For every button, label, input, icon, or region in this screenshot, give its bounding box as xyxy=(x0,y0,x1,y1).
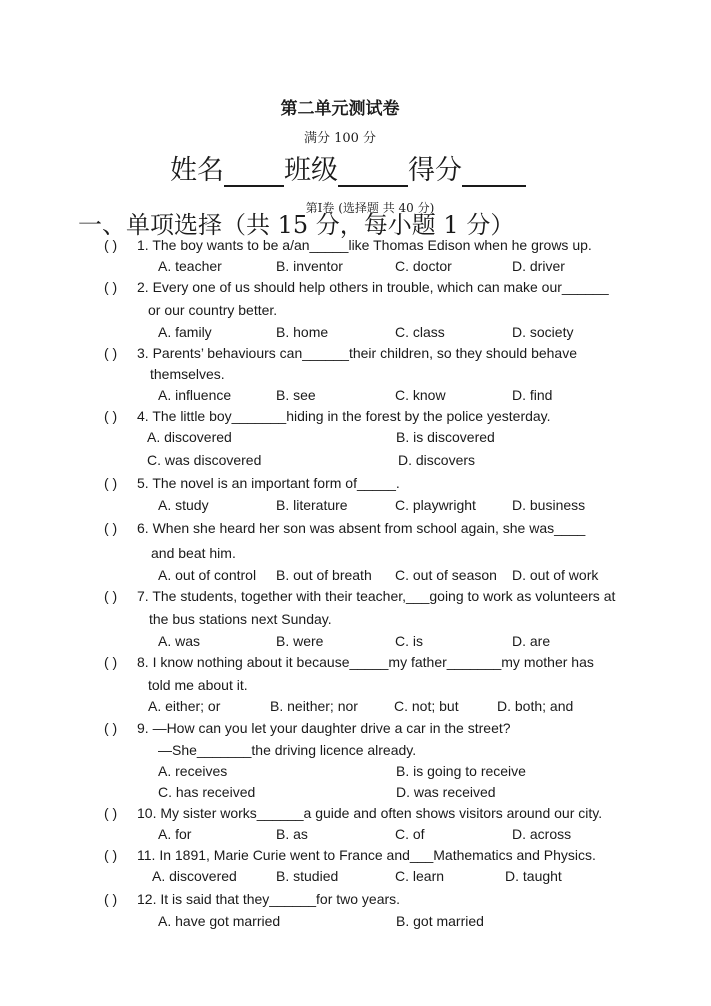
option: A. for xyxy=(158,826,192,842)
answer-paren[interactable]: ( ) xyxy=(104,237,118,253)
option: C. doctor xyxy=(395,258,452,274)
option: D. both; and xyxy=(497,698,574,714)
question-text: 12. It is said that they______for two years. xyxy=(137,891,401,907)
answer-paren[interactable]: ( ) xyxy=(104,805,118,821)
answer-paren[interactable]: ( ) xyxy=(104,847,118,863)
option: B. as xyxy=(276,826,308,842)
question-text: 1. The boy wants to be a/an_____like Thomas Edison when he grows up. xyxy=(137,237,592,253)
option: B. literature xyxy=(276,497,348,513)
option: A. discovered xyxy=(152,868,237,884)
part-label: 第Ⅰ卷 (选择题 共 40 分) xyxy=(305,201,435,215)
option: B. got married xyxy=(396,913,484,929)
option: A. influence xyxy=(158,387,232,403)
option: D. discovers xyxy=(398,452,476,468)
option: C. of xyxy=(395,826,425,842)
option: A. have got married xyxy=(158,913,281,929)
answer-paren[interactable]: ( ) xyxy=(104,408,118,424)
full-score: 满分 100 分 xyxy=(303,131,377,146)
option: B. out of breath xyxy=(276,567,372,583)
section-title: 一、单项选择（共 15 分，每小题 1 分） xyxy=(78,211,515,239)
option: D. across xyxy=(512,826,572,842)
answer-paren[interactable]: ( ) xyxy=(104,588,118,604)
option: D. find xyxy=(512,387,553,403)
option: A. teacher xyxy=(158,258,222,274)
option: A. discovered xyxy=(147,429,232,445)
option: B. inventor xyxy=(276,258,343,274)
option: C. not; but xyxy=(394,698,459,714)
question-text: 5. The novel is an important form of_____. xyxy=(137,475,400,491)
question-text: 2. Every one of us should help others in trouble, which can make our______ xyxy=(137,279,609,295)
question-text-cont: themselves. xyxy=(150,366,225,382)
option: D. driver xyxy=(512,258,565,274)
option: B. studied xyxy=(276,868,339,884)
option: D. are xyxy=(512,633,551,649)
option: C. is xyxy=(395,633,423,649)
option: C. learn xyxy=(395,868,445,884)
option: C. has received xyxy=(158,784,256,800)
question-text-cont: or our country better. xyxy=(148,302,278,318)
option: A. family xyxy=(158,324,212,340)
question-text-cont: and beat him. xyxy=(151,545,236,561)
option: D. business xyxy=(512,497,586,513)
question-text-cont: the bus stations next Sunday. xyxy=(149,611,332,627)
option: C. was discovered xyxy=(147,452,262,468)
option: C. out of season xyxy=(395,567,497,583)
option: B. home xyxy=(276,324,329,340)
answer-paren[interactable]: ( ) xyxy=(104,891,118,907)
question-text-cont: —She_______the driving licence already. xyxy=(158,742,417,758)
question-text: 4. The little boy_______hiding in the forest by the police yesterday. xyxy=(137,408,551,424)
question-text: 10. My sister works______a guide and often shows visitors around our city. xyxy=(137,805,603,821)
answer-paren[interactable]: ( ) xyxy=(104,279,118,295)
answer-paren[interactable]: ( ) xyxy=(104,720,118,736)
answer-paren[interactable]: ( ) xyxy=(104,520,118,536)
answer-paren[interactable]: ( ) xyxy=(104,475,118,491)
class-blank[interactable] xyxy=(338,161,408,187)
answer-paren[interactable]: ( ) xyxy=(104,654,118,670)
option: B. neither; nor xyxy=(270,698,358,714)
option: B. see xyxy=(276,387,316,403)
question-text: 7. The students, together with their teacher,___going to work as volunteers at xyxy=(137,588,616,604)
question-text: 9. —How can you let your daughter drive a car in the street? xyxy=(137,720,511,736)
question-text: 8. I know nothing about it because_____my father_______my mother has xyxy=(137,654,594,670)
class-label: 班级 xyxy=(284,155,338,186)
option: D. was received xyxy=(396,784,496,800)
option: D. society xyxy=(512,324,574,340)
option: B. is discovered xyxy=(396,429,495,445)
option: C. playwright xyxy=(395,497,476,513)
score-blank[interactable] xyxy=(462,161,526,187)
name-label: 姓名 xyxy=(170,155,224,186)
question-text: 11. In 1891, Marie Curie went to France and___Mathematics and Physics. xyxy=(137,847,596,863)
option: D. out of work xyxy=(512,567,599,583)
option: A. was xyxy=(158,633,201,649)
option: C. class xyxy=(395,324,445,340)
question-text-cont: told me about it. xyxy=(148,677,248,693)
option: A. either; or xyxy=(148,698,221,714)
name-blank[interactable] xyxy=(224,161,284,187)
answer-paren[interactable]: ( ) xyxy=(104,345,118,361)
student-info-line xyxy=(170,148,526,187)
option: C. know xyxy=(395,387,446,403)
option: A. out of control xyxy=(158,567,257,583)
question-text: 6. When she heard her son was absent from school again, she was____ xyxy=(137,520,586,536)
question-text: 3. Parents’ behaviours can______their children, so they should behave xyxy=(137,345,577,361)
score-label: 得分 xyxy=(408,155,462,186)
page-title: 第二单元测试卷 xyxy=(280,99,400,119)
option: B. were xyxy=(276,633,324,649)
option: D. taught xyxy=(505,868,562,884)
option: A. receives xyxy=(158,763,228,779)
option: A. study xyxy=(158,497,209,513)
option: B. is going to receive xyxy=(396,763,526,779)
